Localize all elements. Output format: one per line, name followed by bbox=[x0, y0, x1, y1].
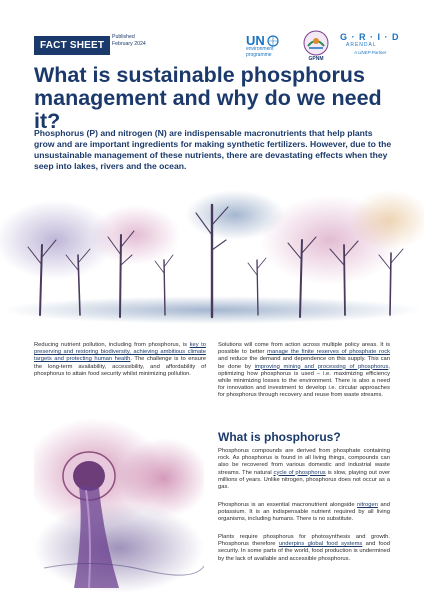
p2-text-a: Phosphorus is an essential macronutrient alongside bbox=[218, 502, 357, 508]
intro-left-paragraph bbox=[34, 342, 206, 378]
intro-right-paragraph bbox=[218, 342, 390, 400]
header bbox=[0, 30, 424, 60]
published-label: Published bbox=[112, 34, 135, 40]
gpnm-logo[interactable] bbox=[303, 30, 329, 64]
published-date: February 2024 bbox=[112, 41, 146, 47]
link-global-food-systems[interactable]: underpins global food systems bbox=[278, 541, 363, 548]
published-info bbox=[112, 34, 146, 48]
link-cycle-of-phosphorus[interactable]: cycle of phosphorus bbox=[273, 469, 326, 476]
link-key-to-biodiversity[interactable]: key to preserving and restoring biodiversity, achieving ambitious climate targets and protecting human health bbox=[34, 342, 207, 363]
link-phosphate-reserves[interactable]: manage the finite reserves of phosphate rock bbox=[267, 349, 390, 356]
un-sub1: environment bbox=[246, 46, 274, 52]
section-paragraph-1 bbox=[218, 448, 390, 491]
gpnm-emblem-icon bbox=[303, 30, 329, 56]
intro-left-text-1: Reducing nutrient pollution, including from phosphorus, is bbox=[34, 342, 190, 348]
section-heading: What is phosphorus? bbox=[218, 430, 341, 444]
intro-right-text-3: , optimizing how phosphorus is used – i.e. maximizing efficiency while minimizing losses to the environment. There is also a need for innovation and investment to develop i.e. circular approaches for phosphorus through recovery and reuse from waste streams. bbox=[218, 363, 390, 399]
p3-text-a: Plants require phosphorus for photosynthesis and growth. Phosphorus therefore bbox=[218, 534, 390, 548]
intro-left-text-2: . The challenge is to ensure the long-term availability, accessibility, and affordability of phosphorus to attain food security whilst minimizing pollution. bbox=[34, 356, 206, 377]
grid-sub: ARENDAL bbox=[346, 42, 377, 48]
intro-right-text-1: Solutions will come from action across multiple policy areas. It is possible to better bbox=[218, 342, 390, 356]
section-paragraph-2 bbox=[218, 502, 390, 524]
grid-name: G · R · I · D bbox=[340, 32, 400, 42]
lead-paragraph: Phosphorus (P) and nitrogen (N) are indispensable macronutrients that help plants grow and are important ingredients for making synthetic fertilizers. However, due to the unsustainable management of these nutrients, there are devastating effects when they seep into lakes, rivers and the ocean. bbox=[34, 128, 392, 171]
page-title: What is sustainable phosphorus management and why do we need it? bbox=[34, 63, 382, 133]
p1-text-b: is slow, playing out over millions of years. Unlike nitrogen, phosphorus does not occur as a gas. bbox=[218, 469, 390, 491]
watercolor-pipe-illustration bbox=[34, 418, 204, 596]
gpnm-text: GPNM bbox=[308, 56, 324, 62]
grid-arendal-logo[interactable] bbox=[340, 32, 400, 62]
un-emblem-icon bbox=[267, 35, 279, 47]
intro-right-text-2: and reduce the demand and dependence on this supply. This can be done by bbox=[218, 356, 390, 370]
un-sub2: programme bbox=[246, 51, 272, 58]
p1-text-a: Phosphorus compounds are derived from phosphate containing rock. As phosphorus is found in all living things, compounds can also be recovered from various domestic and industrial waste streams. The natural bbox=[218, 448, 390, 476]
grid-partner: A UNEP Partner bbox=[354, 50, 387, 55]
fact-sheet-badge: FACT SHEET bbox=[34, 36, 110, 55]
unep-logo[interactable] bbox=[246, 34, 294, 60]
link-improving-mining[interactable]: improving mining and processing of phosphorus bbox=[254, 363, 389, 370]
link-nitrogen[interactable]: nitrogen bbox=[356, 502, 378, 508]
section-paragraph-3 bbox=[218, 534, 390, 563]
p2-text-b: and potassium. It is an indispensable nutrient required by all living organisms, including humans. There is no substitute. bbox=[218, 502, 390, 523]
watercolor-trees-illustration bbox=[0, 185, 424, 330]
p3-text-b: and food security. In some parts of the world, food production is undermined by the lack of available and accessible phosphorus. bbox=[218, 541, 390, 562]
un-logo-text: UN bbox=[246, 33, 265, 48]
